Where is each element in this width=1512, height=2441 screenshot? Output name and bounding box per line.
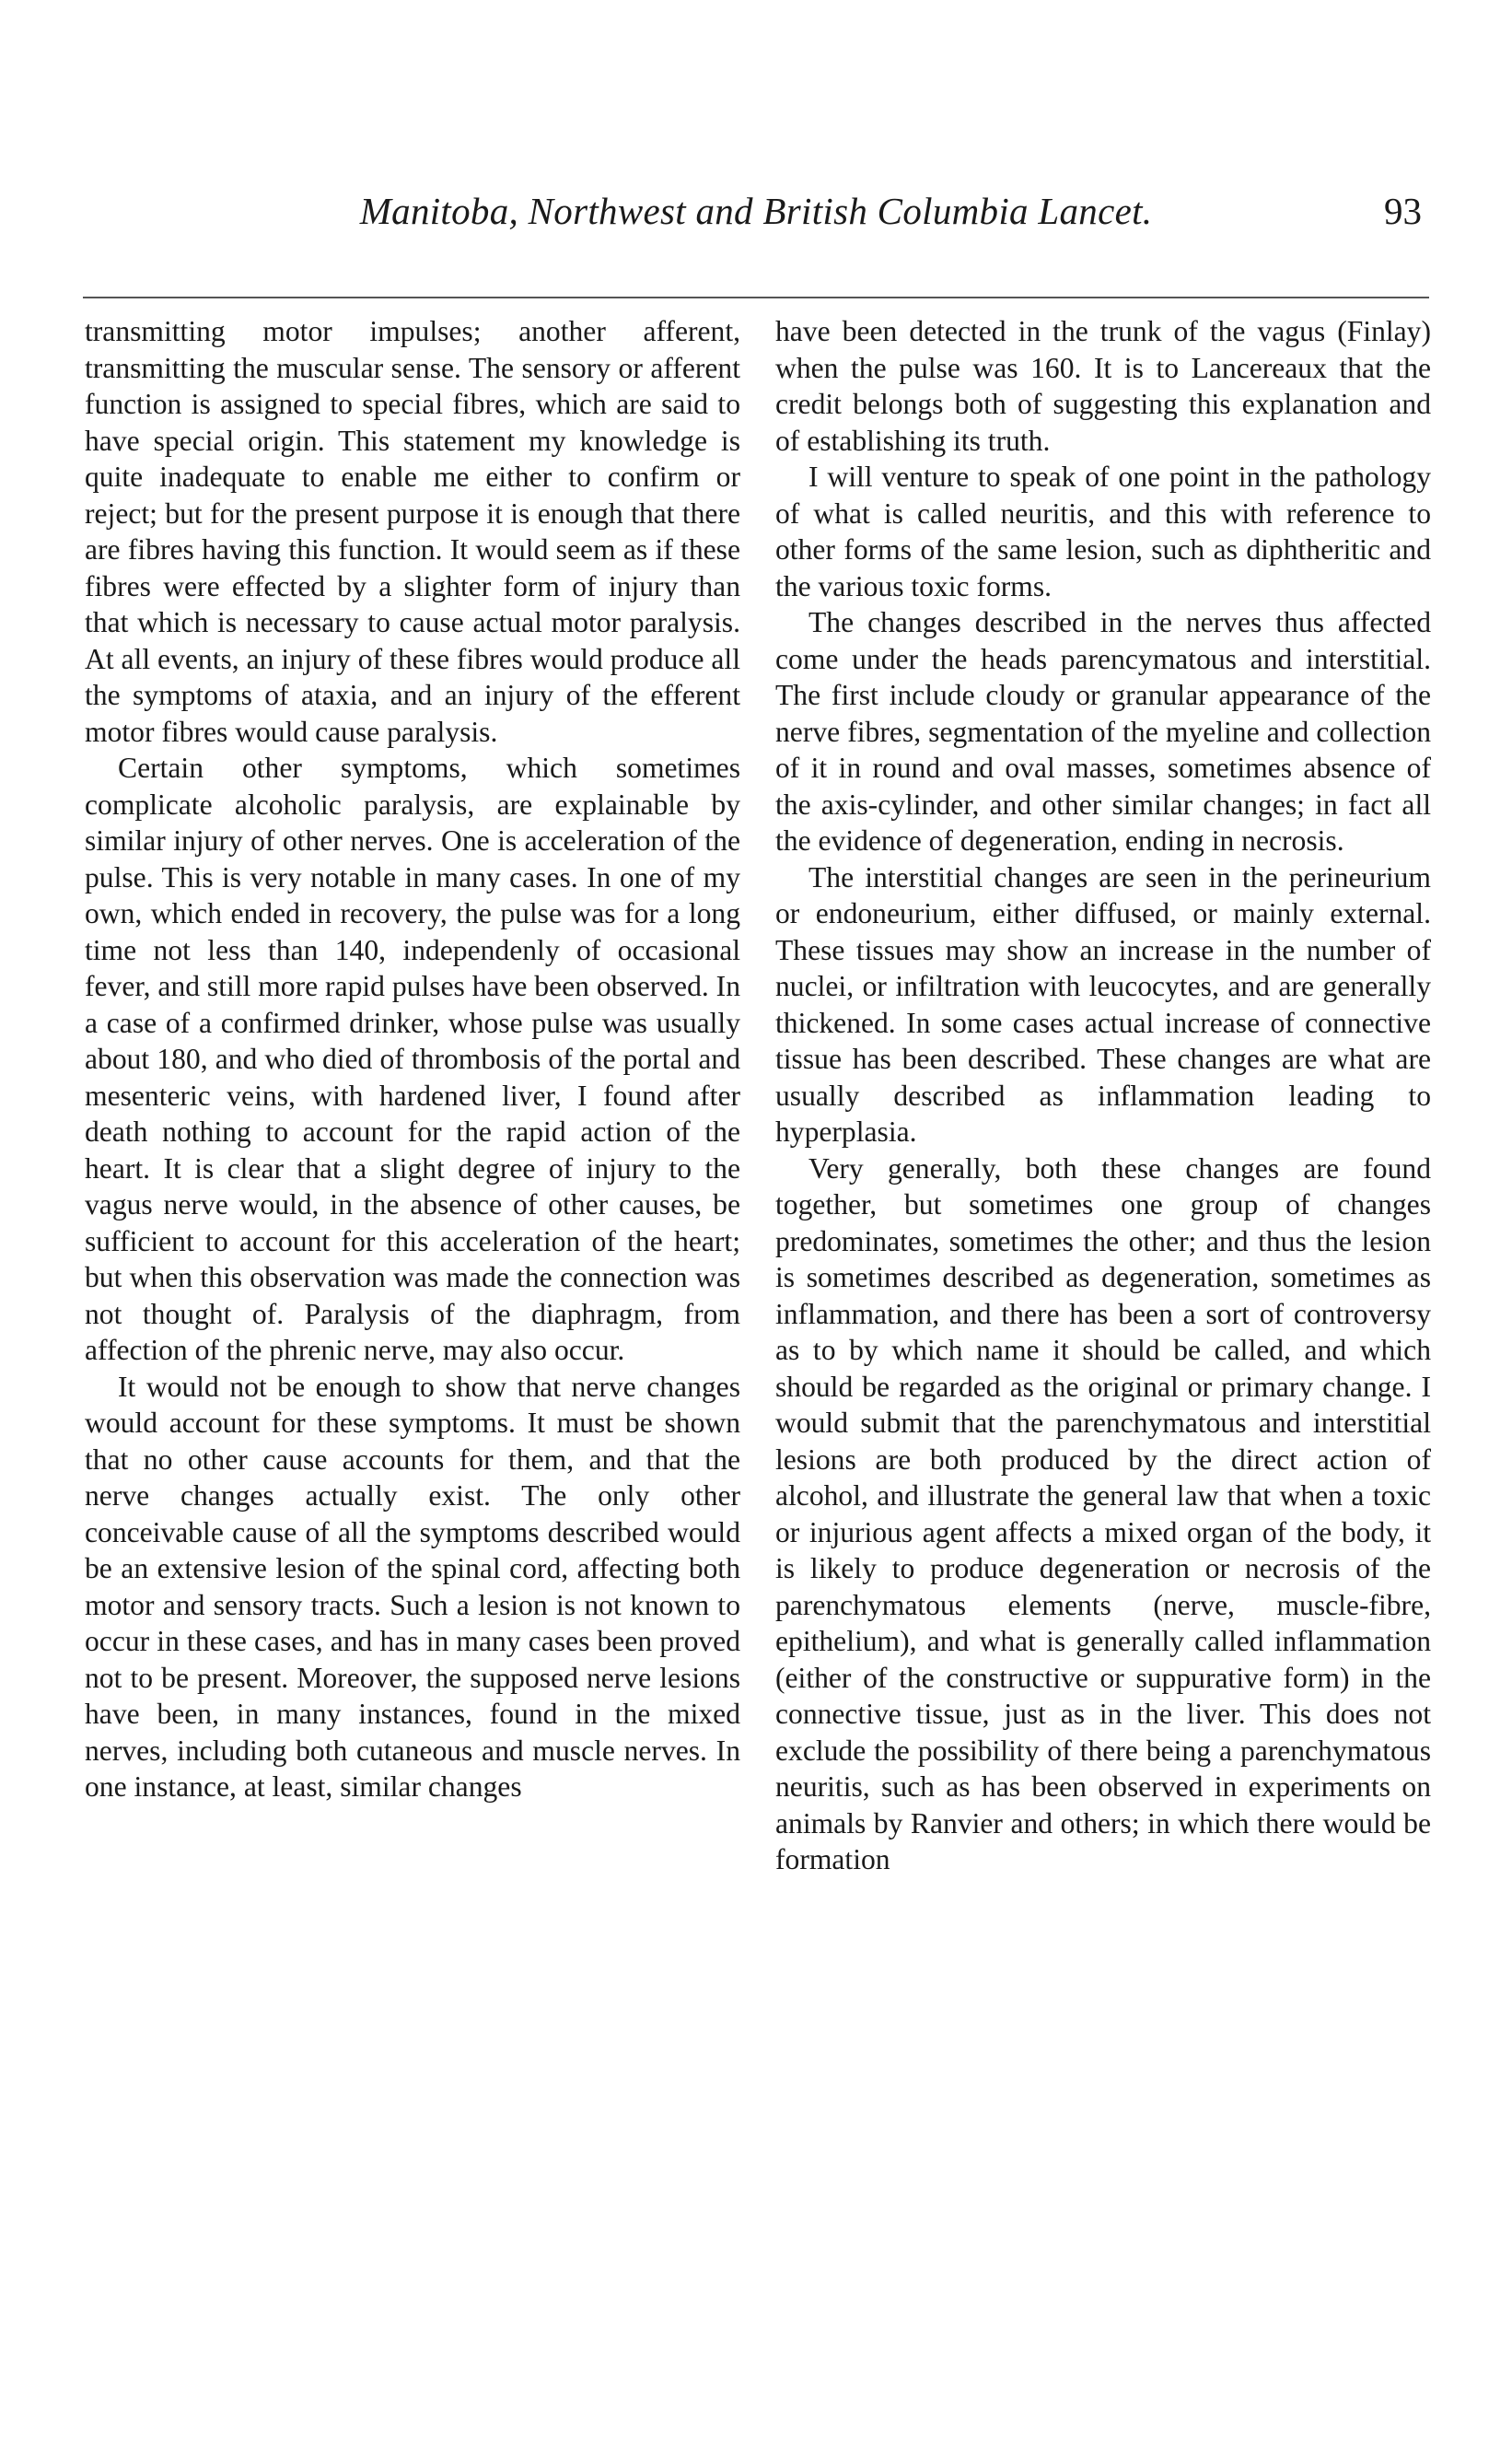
- paragraph: Very generally, both these changes are found together, but sometimes one group of changes predominates, sometimes the other; and thus the lesion is sometimes described as degeneration, sometimes as inflammation, and there has been a sort of controversy as to by which name it should be called, and which should be regarded as the original or primary change. I would submit that the parenchymatous and interstitial lesions are both produced by the direct action of alcohol, and illustrate the general law that when a toxic or injurious agent affects a mixed organ of the body, it is likely to produce degeneration or necrosis of the parenchymatous elements (nerve, muscle-fibre, epithelium), and what is generally called inflammation (either of the constructive or suppurative form) in the connective tissue, just as in the liver. This does not exclude the possibility of there being a parenchymatous neuritis, such as has been observed in experiments on animals by Ranvier and others; in which there would be formation: [775, 1151, 1431, 1875]
- paragraph: have been detected in the trunk of the vagus (Finlay) when the pulse was 160. It is to Lancereaux that the credit belongs both of suggesting this explanation and of establishing its truth.: [775, 315, 1431, 457]
- running-title: Manitoba, Northwest and British Columbia Lancet.: [359, 190, 1153, 232]
- paragraph: I will venture to speak of one point in the pathology of what is called neuritis, and this with reference to other forms of the same lesion, such as diphtheritic and the various toxic forms.: [775, 461, 1431, 602]
- page-number: 93: [1384, 190, 1422, 232]
- header-rule: [83, 297, 1429, 298]
- paragraph: The interstitial changes are seen in the perineurium or endoneurium, either diffused, or mainly external. These tissues may show an increase in the number of nuclei, or infiltration with leucocytes, and are generally thickened. In some cases actual increase of connective tissue has been described. These changes are what are usually described as inflammation leading to hyperplasia.: [775, 860, 1431, 1148]
- right-column: [775, 313, 1431, 1878]
- page-header: [0, 189, 1512, 244]
- paragraph: transmitting motor impulses; another afferent, transmitting the muscular sense. The sensory or afferent function is assigned to special fibres, which are said to have special origin. This statement my knowledge is quite inadequate to enable me either to confirm or reject; but for the present purpose it is enough that there are fibres having this function. It would seem as if these fibres were effected by a slighter form of injury than that which is necessary to cause actual motor paralysis. At all events, an injury of these fibres would produce all the symptoms of ataxia, and an injury of the efferent motor fibres would cause paralysis.: [85, 315, 740, 748]
- left-column: [85, 313, 740, 1805]
- paragraph: Certain other symptoms, which sometimes complicate alcoholic paralysis, are explainable by similar injury of other nerves. One is acceleration of the pulse. This is very notable in many cases. In one of my own, which ended in recovery, the pulse was for a long time not less than 140, independenly of occasional fever, and still more rapid pulses have been observed. In a case of a confirmed drinker, whose pulse was usually about 180, and who died of thrombosis of the portal and mesenteric veins, with hardened liver, I found after death nothing to account for the rapid action of the heart. It is clear that a slight degree of injury to the vagus nerve would, in the absence of other causes, be sufficient to account for this acceleration of the heart; but when this observation was made the connection was not thought of. Paralysis of the diaphragm, from affection of the phrenic nerve, may also occur.: [85, 752, 740, 1366]
- paragraph: It would not be enough to show that nerve changes would account for these symptoms. It must be shown that no other cause accounts for them, and that the nerve changes actually exist. The only other conceivable cause of all the symptoms described would be an extensive lesion of the spinal cord, affecting both motor and sensory tracts. Such a lesion is not known to occur in these cases, and has in many cases been proved not to be present. Moreover, the supposed nerve lesions have been, in many instances, found in the mixed nerves, including both cutaneous and muscle nerves. In one instance, at least, similar changes: [85, 1370, 740, 1803]
- paragraph: The changes described in the nerves thus affected come under the heads parencymatous and interstitial. The first include cloudy or granular appearance of the nerve fibres, segmentation of the myeline and collection of it in round and oval masses, sometimes absence of the axis-cylinder, and other similar changes; in fact all the evidence of degeneration, ending in necrosis.: [775, 606, 1431, 857]
